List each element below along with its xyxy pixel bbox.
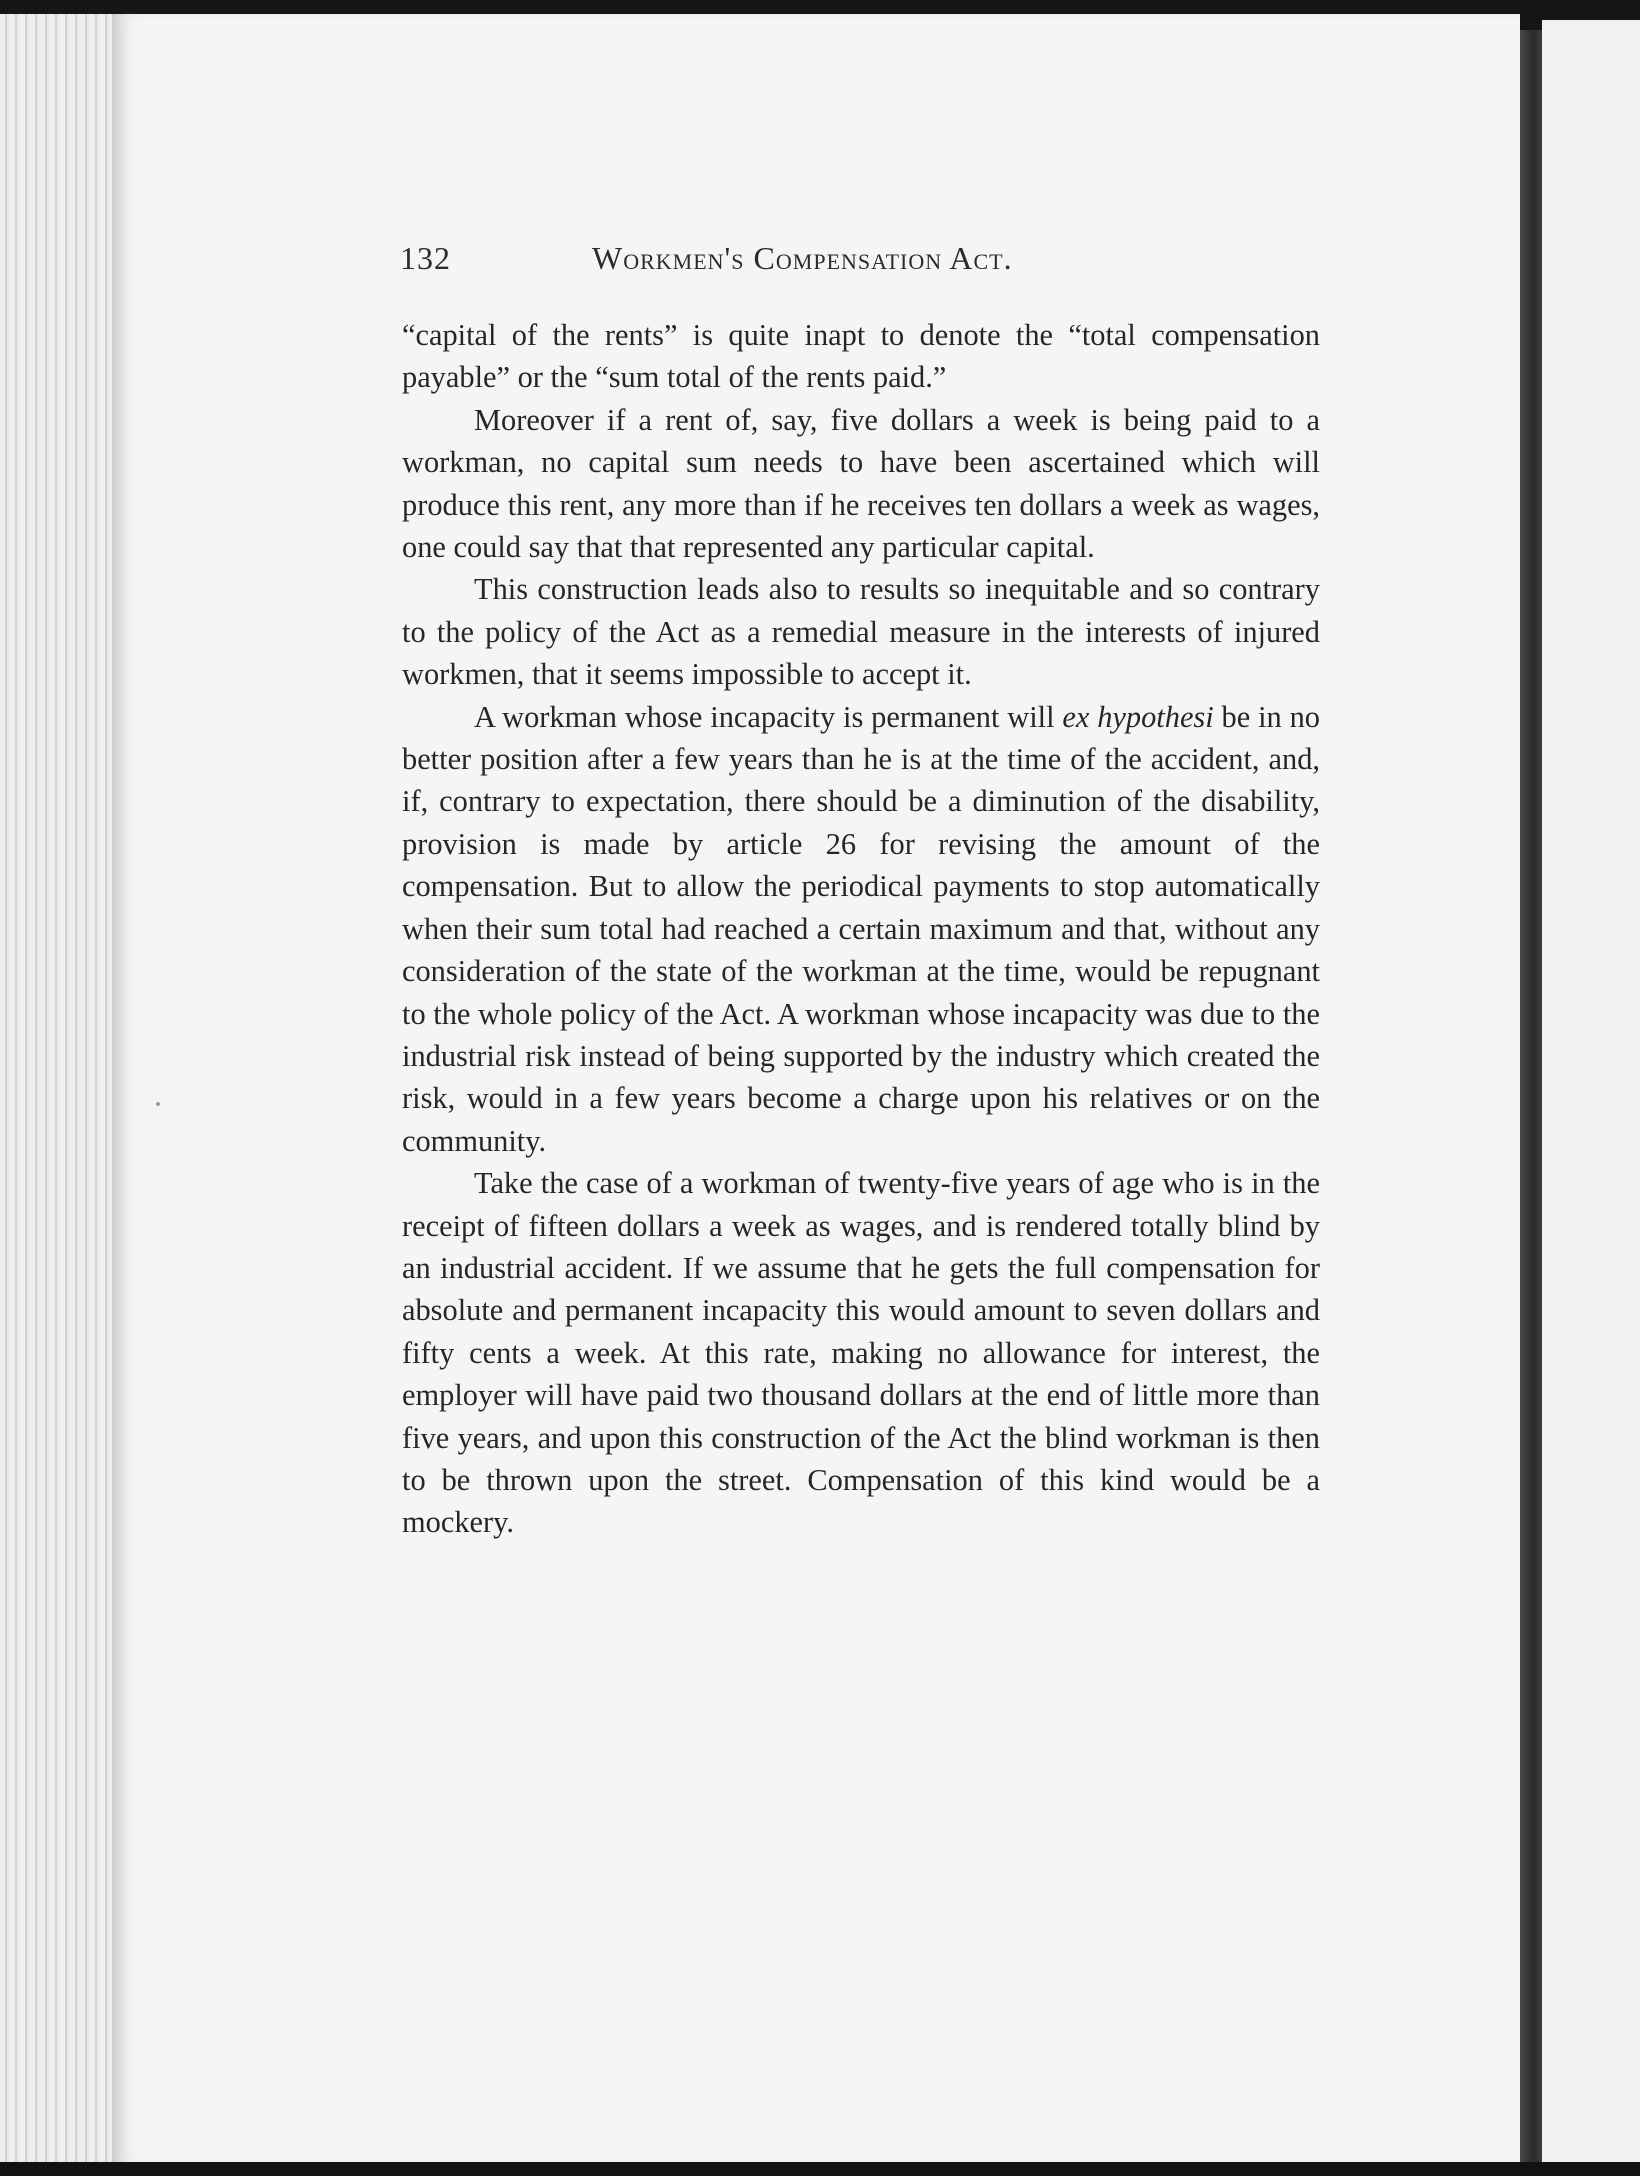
book-gutter-shadow	[1520, 30, 1542, 2164]
scan-bottom-border	[0, 2162, 1640, 2176]
facing-page-edge	[1542, 20, 1640, 2170]
paragraph-4-lead: A workman whose incapacity is permanent will	[474, 699, 1063, 734]
paragraph-5: Take the case of a workman of twenty-five years of age who is in the receipt of fifteen dollars a week as wages, and is rendered totally blind by an industrial accident. If we assume that he gets the full compensation for absolute and permanent incapacity this would amount to seven dollars and fifty cents a week. At this rate, making no allowance for interest, the employer will have paid two thousand dollars at the end of little more than five years, and upon this construction of the Act the blind workman is then to be thrown upon the street. Compensation of this kind would be a mockery.	[402, 1166, 1320, 1540]
paragraph-4	[402, 696, 1320, 1162]
paragraph-1: “capital of the rents” is quite inapt to denote the “total compensation payable” or the “sum total of the rents paid.”	[402, 318, 1320, 395]
page-number: 132	[400, 240, 451, 276]
paragraph-4-rest: be in no better position after a few years than he is at the time of the accident, and, if, contrary to expectation, there should be a diminution of the disability, provision is made by article 26 for revising the amount of the compensation. But to allow the periodical payments to stop automatically when their sum total had reached a certain maximum and that, without any consideration of the state of the workman at the time, would be repugnant to the whole policy of the Act. A workman whose incapacity was due to the industrial risk instead of being supported by the industry which created the risk, would in a few years become a charge upon his relatives or on the community.	[402, 699, 1320, 1158]
latin-phrase: ex hypothesi	[1062, 699, 1214, 734]
scan-speck	[156, 1102, 160, 1106]
paragraph-3: This construction leads also to results so inequitable and so contrary to the policy of the Act as a remedial measure in the interests of injured workmen, that it seems impossible to accept it.	[402, 572, 1320, 692]
paragraph-2: Moreover if a rent of, say, five dollars a week is being paid to a workman, no capital sum needs to have been ascertained which will produce this rent, any more than if he receives ten dollars a week as wages, one could say that that represented any particular capital.	[402, 402, 1320, 565]
running-head	[400, 240, 1320, 280]
running-title: Workmen's Compensation Act.	[592, 240, 1013, 276]
page-edges-left	[0, 14, 118, 2164]
body-text	[402, 314, 1320, 1544]
